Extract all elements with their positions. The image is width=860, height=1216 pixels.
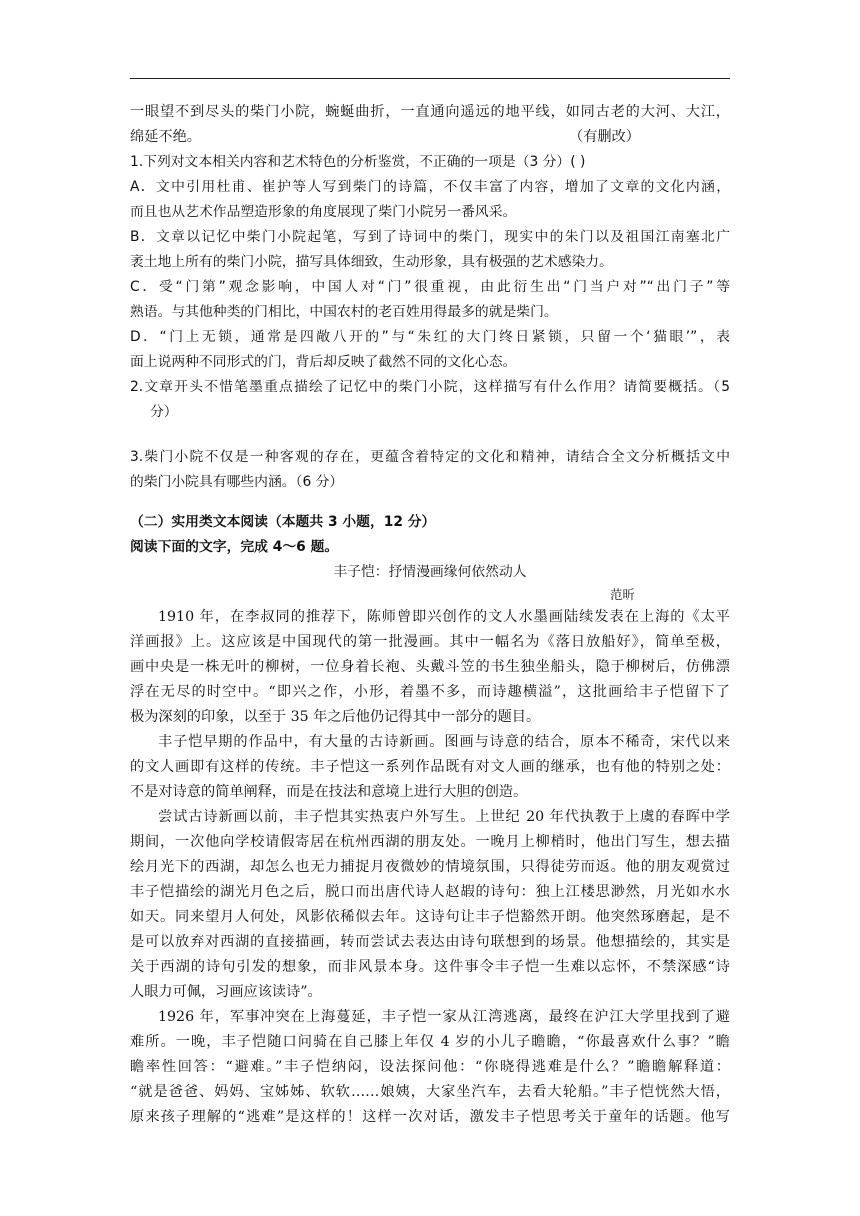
paragraph-line: 1910 年，在李叔同的推荐下，陈师曾即兴创作的文人水墨画陆续发表在上海的《太平 <box>158 609 730 625</box>
passage-line: 一眼望不到尽头的柴门小院，蜿蜒曲折，一直通向遥远的地平线，如同古老的大河、大江， <box>130 104 730 120</box>
article-paragraph-1 <box>130 605 730 730</box>
paragraph-line: 期间，一次他向学校请假寄居在杭州西湖的朋友处。一晚月上柳梢时，他出门写生，想去描 <box>130 834 730 850</box>
option-a-line1: A．文中引用杜甫、崔护等人写到柴门的诗篇，不仅丰富了内容，增加了文章的文化内涵， <box>130 179 730 195</box>
article-author: 范昕 <box>609 587 635 602</box>
option-a-line2: 而且也从艺术作品塑造形象的角度展现了柴门小院另一番风采。 <box>130 204 517 220</box>
option-b-line2: 袤土地上所有的柴门小院，描写具体细致，生动形象，具有极强的艺术感染力。 <box>130 254 613 270</box>
paragraph-line: 绘月光下的西湖，却怎么也无力捕捉月夜微妙的情境氛围，只得徒劳而返。他的朋友观赏过 <box>130 859 730 875</box>
article-paragraph-2 <box>130 730 730 805</box>
paragraph-line: 难所。一晚，丰子恺随口问骑在自己膝上年仅 4 岁的小儿子瞻瞻，“你最喜欢什么事？”瞻 <box>130 1034 730 1050</box>
paragraph-line: “就是爸爸、妈妈、宝姊姊、软软……娘姨，大家坐汽车，去看大轮船。”丰子恺恍然大悟， <box>130 1084 730 1100</box>
section-instruction: 阅读下面的文字，完成 4～6 题。 <box>130 539 339 555</box>
paragraph-line: 洋画报》上。这应该是中国现代的第一批漫画。其中一幅名为《落日放船好》，简单至极， <box>130 634 730 650</box>
question-3-line2: 的柴门小院具有哪些内涵。（6 分） <box>130 474 344 490</box>
option-c-line2: 熟语。与其他种类的门相比，中国农村的老百姓用得最多的就是柴门。 <box>130 304 558 320</box>
option-b-line1: B．文章以记忆中柴门小院起笔，写到了诗词中的柴门，现实中的朱门以及祖国江南塞北广 <box>130 229 730 245</box>
passage-line-with-note <box>130 125 730 150</box>
passage-line: 绵延不绝。 <box>130 129 201 145</box>
paragraph-line: 丰子恺早期的作品中，有大量的古诗新画。图画与诗意的结合，原本不稀奇，宋代以来 <box>158 734 730 750</box>
question-1-stem: 1.下列对文本相关内容和艺术特色的分析鉴赏，不正确的一项是（3 分）( ) <box>130 154 586 170</box>
paragraph-line: 不是对诗意的简单阐释，而是在技法和意境上进行大胆的创造。 <box>130 784 528 800</box>
option-d-line2: 面上说两种不同形式的门，背后却反映了截然不同的文化心态。 <box>130 354 517 370</box>
question-2-line1: 2.文章开头不惜笔墨重点描绘了记忆中的柴门小院，这样描写有什么作用？请简要概括。（5 <box>130 379 730 395</box>
paragraph-line: 原来孩子理解的“逃难”是这样的！这样一次对话，激发丰子恺思考关于童年的话题。他写 <box>130 1109 730 1125</box>
question-3-line1: 3.柴门小院不仅是一种客观的存在，更蕴含着特定的文化和精神，请结合全文分析概括文中 <box>130 449 730 465</box>
option-c-line1: C．受“门第”观念影响，中国人对“门”很重视，由此衍生出“门当户对”“出门子”等 <box>130 279 730 295</box>
paragraph-line: 尝试古诗新画以前，丰子恺其实热衷户外写生。上世纪 20 年代执教于上虞的春晖中学 <box>158 809 730 825</box>
article-paragraph-4 <box>130 1005 730 1130</box>
paragraph-line: 极为深刻的印象，以至于 35 年之后他仍记得其中一部分的题目。 <box>130 709 541 725</box>
paragraph-line: 画中央是一株无叶的柳树，一位身着长袍、头戴斗笠的书生独坐船头，隐于柳树后，仿佛漂 <box>130 659 730 675</box>
question-2-line2: 分） <box>150 404 178 420</box>
section-two <box>130 510 730 1130</box>
paragraph-line: 的文人画即有这样的传统。丰子恺这一系列作品既有对文人画的继承，也有他的特别之处： <box>130 759 730 775</box>
paragraph-line: 如天。同来望月人何处，风影依稀似去年。这诗句让丰子恺豁然开朗。他突然琢磨起，是不 <box>130 909 730 925</box>
top-section <box>130 100 730 495</box>
header-rule <box>130 78 730 79</box>
paragraph-line: 关于西湖的诗句引发的想象，而非风景本身。这件事令丰子恺一生难以忘怀，不禁深感“诗 <box>130 959 730 975</box>
paragraph-line: 瞻率性回答：“避难。”丰子恺纳闷，设法探问他：“你晓得逃难是什么？”瞻瞻解释道： <box>130 1059 730 1075</box>
option-d-line1: D．“门上无锁，通常是四敞八开的”与“朱红的大门终日紧锁，只留一个‘猫眼’”，表 <box>130 329 730 345</box>
paragraph-line: 1926 年，军事冲突在上海蔓延，丰子恺一家从江湾逃离，最终在沪江大学里找到了避 <box>158 1009 730 1025</box>
article-title: 丰子恺：抒情漫画缘何依然动人 <box>333 564 527 580</box>
paragraph-line: 人眼力可佩，习画应该读诗”。 <box>130 984 322 1000</box>
paragraph-line: 是可以放弃对西湖的直接描画，转而尝试去表达由诗句联想到的场景。他想描绘的，其实是 <box>130 934 730 950</box>
paragraph-line: 浮在无尽的时空中。“即兴之作，小形，着墨不多，而诗趣横溢”，这批画给丰子恺留下了 <box>130 684 730 700</box>
source-note: （有删改） <box>569 129 640 145</box>
article-paragraph-3 <box>130 805 730 1005</box>
paragraph-line: 丰子恺描绘的湖光月色之后，脱口而出唐代诗人赵嘏的诗句：独上江楼思渺然，月光如水水 <box>130 884 730 900</box>
section-heading: （二）实用类文本阅读（本题共 3 小题，12 分） <box>130 514 436 530</box>
